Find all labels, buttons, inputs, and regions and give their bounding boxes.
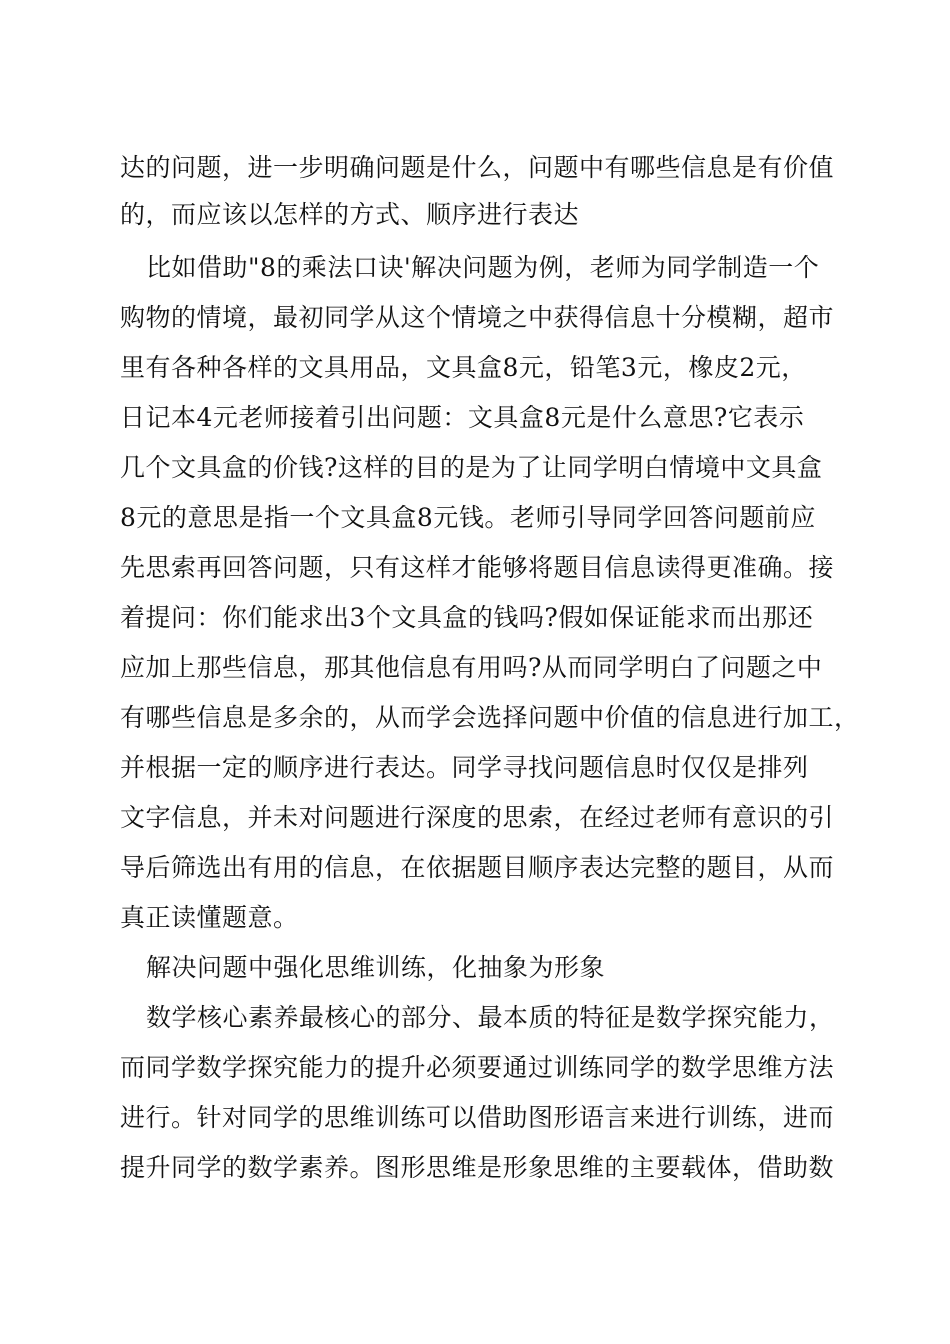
paragraph-line: 而同学数学探究能力的提升必须要通过训练同学的数学思维方法 — [120, 1053, 835, 1082]
paragraph-line: 文字信息，并未对问题进行深度的思索，在经过老师有意识的引 — [120, 803, 835, 832]
paragraph-line: 比如借助"8的乘法口诀'解决问题为例，老师为同学制造一个 — [146, 253, 820, 282]
paragraph-line: 应加上那些信息，那其他信息有用吗?从而同学明白了问题之中 — [120, 653, 823, 682]
paragraph-line: 里有各种各样的文具用品，文具盒8元，铅笔3元，橡皮2元， — [120, 353, 807, 382]
paragraph-line: 并根据一定的顺序进行表达。同学寻找问题信息时仅仅是排列 — [120, 753, 809, 782]
paragraph-line: 提升同学的数学素养。图形思维是形象思维的主要载体，借助数 — [120, 1153, 835, 1182]
paragraph-line: 达的问题，进一步明确问题是什么，问题中有哪些信息是有价值 — [120, 153, 835, 182]
paragraph-line: 的，而应该以怎样的方式、顺序进行表达 — [120, 200, 580, 229]
section-heading: 解决问题中强化思维训练，化抽象为形象 — [146, 953, 606, 982]
paragraph-line: 导后筛选出有用的信息，在依据题目顺序表达完整的题目，从而 — [120, 853, 835, 882]
paragraph-line: 进行。针对同学的思维训练可以借助图形语言来进行训练，进而 — [120, 1103, 835, 1132]
paragraph-line: 先思索再回答问题，只有这样才能够将题目信息读得更准确。接 — [120, 553, 835, 582]
paragraph-line: 有哪些信息是多余的，从而学会选择问题中价值的信息进行加工， — [120, 703, 860, 732]
paragraph-line: 真正读懂题意。 — [120, 903, 299, 932]
paragraph-line: 购物的情境，最初同学从这个情境之中获得信息十分模糊，超市 — [120, 303, 835, 332]
paragraph-line: 几个文具盒的价钱?这样的目的是为了让同学明白情境中文具盒 — [120, 453, 823, 482]
paragraph-line: 数学核心素养最核心的部分、最本质的特征是数学探究能力， — [146, 1003, 835, 1032]
paragraph-line: 着提问：你们能求出3个文具盒的钱吗?假如保证能求而出那还 — [120, 603, 814, 632]
paragraph-line: 日记本4元老师接着引出问题：文具盒8元是什么意思?它表示 — [120, 403, 805, 432]
paragraph-line: 8元的意思是指一个文具盒8元钱。老师引导同学回答问题前应 — [120, 503, 816, 532]
